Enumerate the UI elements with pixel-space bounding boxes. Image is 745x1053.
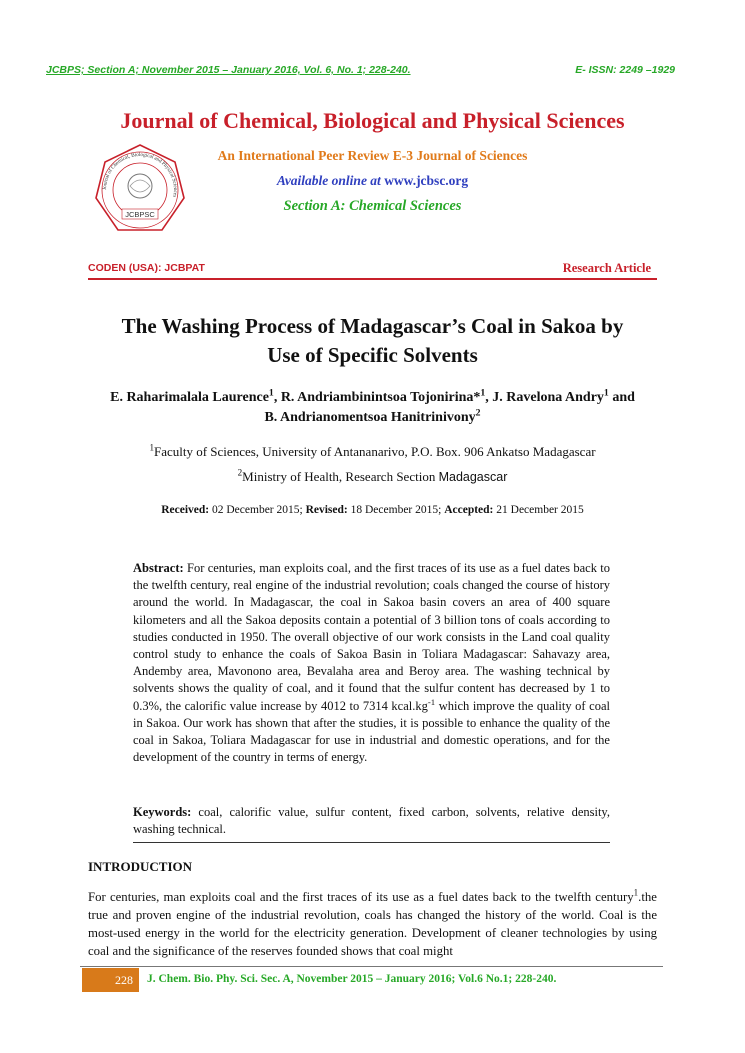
logo-text: JCBPSC xyxy=(125,210,155,219)
accepted-date: 21 December 2015 xyxy=(493,504,584,516)
footer-citation: J. Chem. Bio. Phy. Sci. Sec. A, November 2015 – January 2016; Vol.6 No.1; 228-240. xyxy=(147,973,557,985)
article-title xyxy=(80,312,665,370)
footer-divider xyxy=(80,966,663,967)
abstract xyxy=(133,560,610,766)
issn: E- ISSN: 2249 –1929 xyxy=(575,64,675,76)
author-name: B. Andrianomentsoa Hanitrinivony xyxy=(264,410,476,425)
citation-marker: 1 xyxy=(633,887,639,898)
received-date: 02 December 2015; xyxy=(209,504,306,516)
abstract-label: Abstract: xyxy=(133,561,184,575)
affiliation-marker: 2 xyxy=(475,407,481,419)
abstract-text: For centuries, man exploits coal, and the first traces of its use as a fuel dates back to the twelfth century, real engine of the industrial revolution; coals changed the course of history around the world. In Madagascar, the coal in Sakoa basin covers an area of 400 square kilometers and all the Sakoa deposits contain a potential of 3 billion tons of coals according to studies conducted in 1950. The overall objective of our work consists in the Land coal quality control study to enhance the coals of Sakoa Basin in Toliara Madagascar: Sahavazy area, Andemby area, Mavonono area, Bevalaha area and Beroy area. The washing technical by solvents shows the quality of coal, and it found that the sulfur content has decreased by 1 to 0.3%, the calorific value increase by 4012 to 7314 kcal.kg xyxy=(133,561,610,713)
affiliation-marker: 1 xyxy=(149,442,154,453)
intro-paragraph-cont: .the true and proven engine of the industrial revolution, coals has changed the history of the world. Coal is the most-used energy in the world for the electricity generation. Development of cleaner technologies by using coal and the significance of the reserves founded shows that coal might xyxy=(88,890,657,958)
accepted-label: Accepted: xyxy=(444,504,494,516)
affiliation-country: Madagascar xyxy=(438,470,508,484)
article-title-line1: The Washing Process of Madagascar’s Coal in Sakoa by xyxy=(121,314,624,338)
citation-header: JCBPS; Section A; November 2015 – January 2016, Vol. 6, No. 1; 228-240. xyxy=(46,64,411,76)
abstract-divider xyxy=(133,842,610,843)
keywords-label: Keywords: xyxy=(133,805,192,819)
available-prefix: Available online at xyxy=(276,173,381,188)
unit-exponent: -1 xyxy=(427,696,436,707)
author-name: , J. Ravelona Andry xyxy=(485,390,604,405)
intro-paragraph: For centuries, man exploits coal and the first traces of its use as a fuel dates back to the twelfth century xyxy=(88,890,634,904)
keywords xyxy=(133,804,610,838)
logo-ring-text: Journal of Chemical, Biological and Physical Sciences xyxy=(101,151,179,198)
coden: CODEN (USA): JCBPAT xyxy=(88,262,205,274)
affiliation-marker: 1 xyxy=(268,387,274,399)
page-number: 228 xyxy=(82,968,139,992)
affiliation-marker: 1 xyxy=(603,387,609,399)
author-name: , R. Andriambinintsoa Tojonirina* xyxy=(273,390,481,405)
received-label: Received: xyxy=(161,504,210,516)
running-header xyxy=(46,64,675,80)
author-list xyxy=(80,388,665,428)
journal-logo-seal xyxy=(92,142,188,238)
affiliation-1 xyxy=(0,444,745,460)
affiliation-marker: 2 xyxy=(237,467,243,478)
affiliation-marker: 1 xyxy=(480,387,486,399)
keywords-text: coal, calorific value, sulfur content, fixed carbon, solvents, relative density, washing technical. xyxy=(133,805,610,837)
article-type: Research Article xyxy=(562,261,651,275)
revised-label: Revised: xyxy=(305,504,348,516)
abstract-text-cont: which improve the quality of coal in Sakoa. Our work has shown that after the studies, it is possible to enhance the quality of the coal in Sakoa, Toliara Madagascar for use in industrial and domestic operations, and for the development of the country in terms of energy. xyxy=(133,698,610,765)
author-name: E. Raharimalala Laurence xyxy=(110,390,269,405)
article-title-line2: Use of Specific Solvents xyxy=(267,343,478,367)
section-heading: INTRODUCTION xyxy=(88,859,193,874)
website-link[interactable]: www.jcbsc.org xyxy=(384,173,469,188)
affiliation-text: Faculty of Sciences, University of Antananarivo, P.O. Box. 906 Ankatso Madagascar xyxy=(153,444,596,459)
journal-subtitle: An International Peer Review E-3 Journal of Sciences xyxy=(217,148,528,163)
article-dates xyxy=(0,504,745,516)
journal-section: Section A: Chemical Sciences xyxy=(283,198,462,214)
header-divider xyxy=(88,278,657,280)
author-connector: and xyxy=(608,390,635,405)
journal-title: Journal of Chemical, Biological and Physical Sciences xyxy=(120,108,625,133)
affiliation-2 xyxy=(0,469,745,485)
revised-date: 18 December 2015; xyxy=(347,504,445,516)
availability-line xyxy=(180,173,565,189)
introduction-text xyxy=(88,888,657,960)
affiliation-text: Ministry of Health, Research Section xyxy=(242,469,439,484)
